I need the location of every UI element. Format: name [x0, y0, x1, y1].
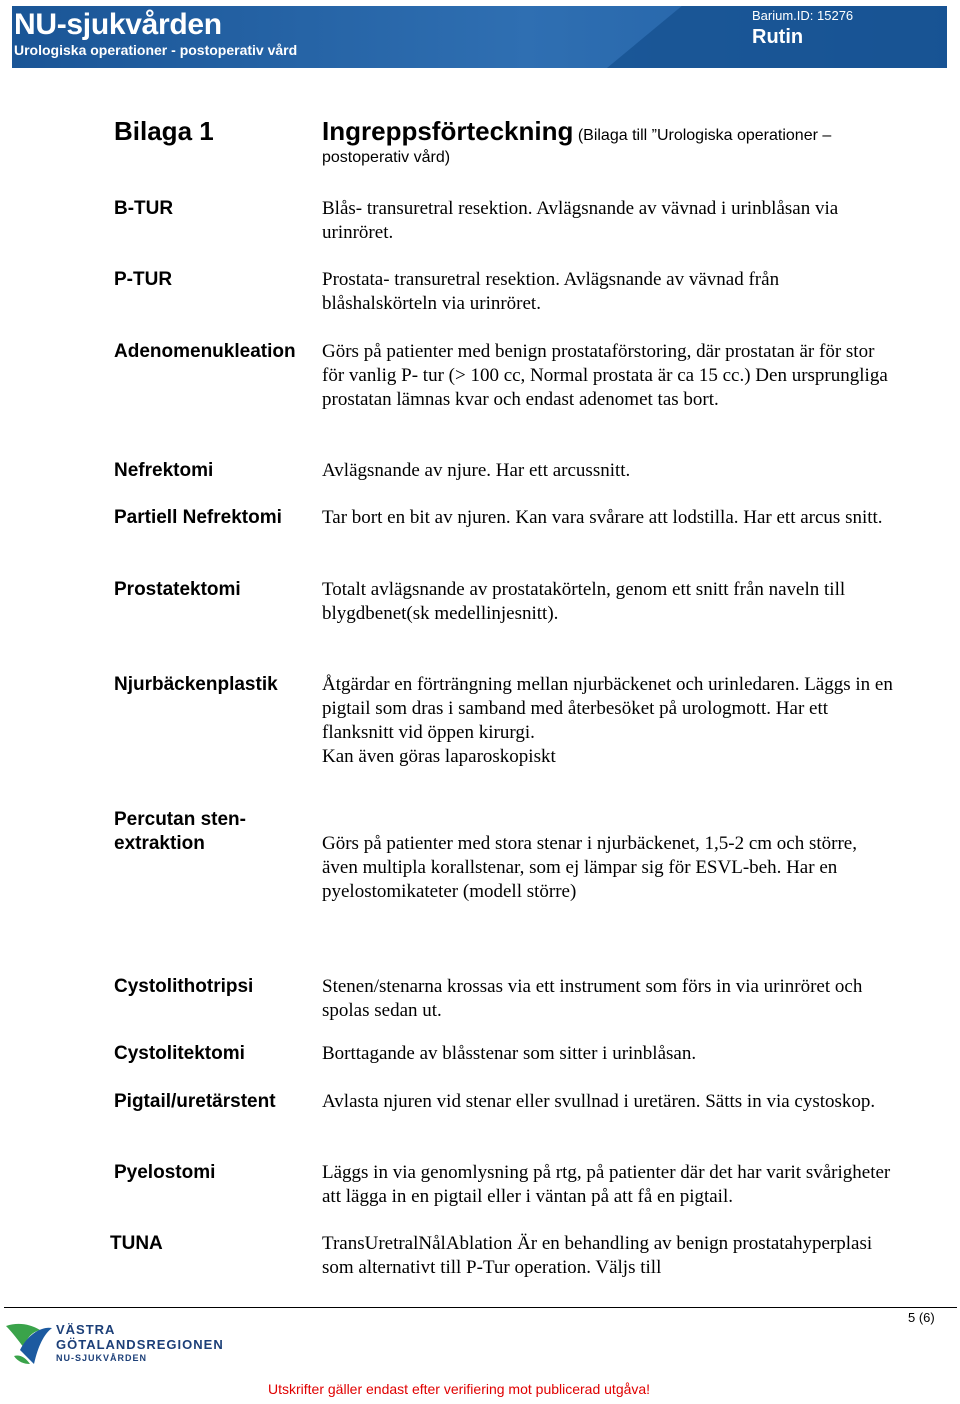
desc-cystolitektomi: Borttagande av blåsstenar som sitter i urinblåsan. [322, 1043, 697, 1064]
term-nefrektomi: Nefrektomi [114, 460, 214, 481]
desc-njurbackenplastik-main: Åtgärdar en förträngning mellan njurbäckenet och urinledaren. Läggs in en pigtail som dras i samband med återbesöket på urologmott. Har ett flanksnitt vid öppen kirurgi. [322, 674, 893, 743]
document-type: Rutin [752, 26, 804, 48]
desc-njurbackenplastik [322, 673, 897, 769]
logo-text-line1: VÄSTRA [56, 1322, 116, 1337]
desc-tuna: TransUretralNålAblation Är en behandling av benign prostatahyperplasi som alternativt till P-Tur operation. Väljs till [322, 1233, 873, 1278]
organization-name: NU-sjukvården [14, 8, 222, 41]
logo-text-line2: GÖTALANDSREGIONEN [56, 1337, 224, 1352]
footer-divider [4, 1307, 957, 1308]
term-p-tur: P-TUR [114, 269, 173, 290]
logo-text-line3: NU-SJUKVÅRDEN [56, 1353, 148, 1363]
term-cystolithotripsi: Cystolithotripsi [114, 976, 254, 997]
desc-percutan-stenextraktion: Görs på patienter med stora stenar i njurbäckenet, 1,5-2 cm och större, även multipla korallstenar, som ej lämpar sig för ESVL-beh. Har en pyelostomikateter (modell större) [322, 833, 857, 902]
region-logo-icon [4, 1320, 54, 1368]
document-id: Barium.ID: 15276 [752, 8, 854, 23]
desc-cystolithotripsi: Stenen/stenarna krossas via ett instrument som förs in via urinröret och spolas sedan ut. [322, 976, 863, 1021]
print-disclaimer: Utskrifter gäller endast efter verifiering mot publicerad utgåva! [268, 1381, 651, 1397]
page-number: 5 (6) [908, 1310, 935, 1325]
desc-partiell-nefrektomi: Tar bort en bit av njuren. Kan vara svårare att lodstilla. Har ett arcus snitt. [322, 507, 883, 528]
desc-adenomenukleation: Görs på patienter med benign prostataförstoring, där prostatan är för stor för vanlig P- tur (> 100 cc, Normal prostata är ca 15 cc.) Den ursprungliga prostatan lämnas kvar och endast adenomet tas bort. [322, 341, 888, 410]
term-prostatektomi: Prostatektomi [114, 579, 241, 600]
term-pigtail-uretarstent: Pigtail/uretärstent [114, 1091, 276, 1112]
term-percutan-stenextraktion: Percutan sten-extraktion [114, 809, 246, 854]
desc-nefrektomi: Avlägsnande av njure. Har ett arcussnitt. [322, 460, 631, 481]
appendix-heading [322, 116, 882, 169]
term-tuna: TUNA [110, 1233, 163, 1254]
desc-pyelostomi: Läggs in via genomlysning på rtg, på patienter där det har varit svårigheter att lägga in en pigtail eller i väntan på att få en pigtail. [322, 1162, 891, 1207]
term-partiell-nefrektomi: Partiell Nefrektomi [114, 507, 282, 528]
desc-prostatektomi: Totalt avlägsnande av prostatakörteln, genom ett snitt från naveln till blygdbenet(sk medellinjesnitt). [322, 579, 846, 624]
desc-b-tur: Blås- transuretral resektion. Avlägsnande av vävnad i urinblåsan via urinröret. [322, 198, 839, 243]
desc-njurbackenplastik-extra: Kan även göras laparoskopiskt [322, 746, 556, 767]
desc-p-tur: Prostata- transuretral resektion. Avlägsnande av vävnad från blåshalskörteln via urinröret. [322, 269, 780, 314]
term-cystolitektomi: Cystolitektomi [114, 1043, 245, 1064]
appendix-subtitle: (Bilaga till ”Urologiska operationer –postoperativ vård) [322, 127, 832, 166]
term-njurbackenplastik: Njurbäckenplastik [114, 674, 278, 695]
term-pyelostomi: Pyelostomi [114, 1162, 216, 1183]
term-adenomenukleation: Adenomenukleation [114, 341, 296, 362]
region-logo [4, 1320, 234, 1370]
appendix-title: Ingreppsförteckning [322, 116, 574, 146]
desc-pigtail-uretarstent: Avlasta njuren vid stenar eller svullnad i uretären. Sätts in via cystoskop. [322, 1091, 876, 1112]
document-header-banner [12, 6, 947, 68]
term-b-tur: B-TUR [114, 198, 174, 219]
appendix-label: Bilaga 1 [114, 116, 214, 146]
document-subtitle: Urologiska operationer - postoperativ vård [14, 42, 298, 58]
